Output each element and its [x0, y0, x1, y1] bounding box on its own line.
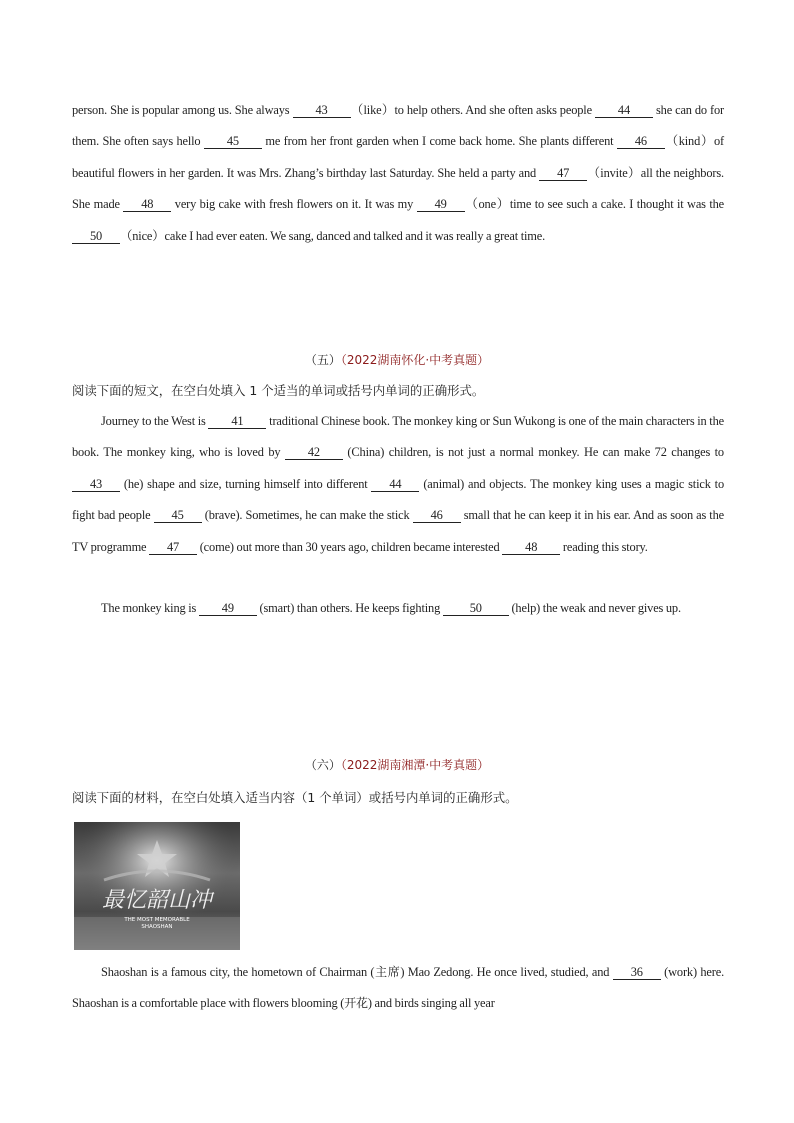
text-run: The monkey king is [101, 601, 199, 615]
section-number: （五） [304, 353, 341, 367]
text-run: small that he can keep it in his ear. And as soon as the TV programme [72, 508, 724, 554]
blank-50[interactable]: 50 [443, 601, 509, 616]
text-run: ) and birds singing all year [367, 996, 495, 1011]
text-run: （kind）of beautiful flowers in her garden. It was Mrs. Zhang’s birthday last Saturday. She held a party and [72, 134, 724, 180]
blank-43[interactable]: 43 [293, 103, 351, 118]
blank-44[interactable]: 44 [371, 477, 419, 492]
blank-45[interactable]: 45 [204, 134, 262, 149]
photo-caption-en-2: SHAOSHAN [141, 924, 173, 930]
shaoshan-photo [74, 822, 240, 950]
text-run: she can do for them. She often says hello [72, 103, 724, 149]
blank-43[interactable]: 43 [72, 477, 120, 492]
section-5-paragraph-1 [72, 406, 724, 563]
photo-art [74, 822, 240, 950]
text-run: me from her front garden when I come back home. She plants different [261, 134, 617, 149]
section-5-instruction: 阅读下面的短文，在空白处填入 1 个适当的单词或括号内单词的正确形式。 [72, 383, 485, 398]
text-run: Journey to the West is [101, 414, 209, 428]
section-number: （六） [304, 758, 341, 772]
blank-50[interactable]: 50 [72, 229, 120, 244]
text-run: (he) shape and size, turning himself into different [120, 476, 372, 491]
blank-36[interactable]: 36 [613, 965, 661, 980]
text-run: Shaoshan is a famous city, the hometown of Chairman ( [101, 965, 375, 979]
text-run: ) Mao Zedong. He once lived, studied, and [400, 965, 613, 979]
text-run: (smart) than others. He keeps fighting [256, 601, 443, 615]
text-run: 主席 [374, 965, 401, 979]
blank-46[interactable]: 46 [413, 508, 461, 523]
text-run: 开花 [344, 996, 368, 1011]
blank-49[interactable]: 49 [199, 601, 257, 616]
blank-48[interactable]: 48 [123, 197, 171, 212]
section-6-instruction: 阅读下面的材料，在空白处填入适当内容（1 个单词）或括号内单词的正确形式。 [72, 790, 518, 805]
section-source: （2022湖南怀化·中考真题） [340, 353, 490, 367]
blank-49[interactable]: 49 [417, 197, 465, 212]
text-run: (work) here. Shaoshan is a comfortable place with flowers blooming ( [72, 965, 725, 1011]
passage-4-text [72, 95, 724, 252]
text-run: reading this story. [560, 539, 648, 554]
blank-41[interactable]: 41 [208, 414, 266, 429]
text-run: (brave). Sometimes, he can make the stick [201, 508, 413, 523]
section-5-heading [0, 350, 794, 370]
text-run: very big cake with fresh flowers on it. It was my [171, 197, 417, 212]
text-run: （invite）all the neighbors. She made [72, 165, 724, 212]
text-run: (animal) and objects. The monkey king uses a magic stick to fight bad people [72, 476, 725, 523]
text-run: (China) children, is not just a normal monkey. He can make 72 changes to [342, 445, 724, 460]
blank-48[interactable]: 48 [502, 540, 560, 555]
blank-45[interactable]: 45 [154, 508, 202, 523]
blank-47[interactable]: 47 [539, 166, 587, 181]
text-run: (help) the weak and never gives up. [508, 601, 681, 615]
blank-44[interactable]: 44 [595, 103, 653, 118]
section-6-paragraph-1 [72, 957, 724, 1020]
blank-47[interactable]: 47 [149, 540, 197, 555]
text-run: traditional Chinese book. The monkey king or Sun Wukong is one of the main characters in the book. The monkey king, who is loved by [72, 414, 724, 460]
text-run: person. She is popular among us. She always [72, 103, 293, 117]
blank-46[interactable]: 46 [617, 134, 665, 149]
text-run: （like）to help others. And she often asks people [350, 103, 595, 117]
section-5-paragraph-2 [72, 593, 724, 624]
blank-42[interactable]: 42 [285, 445, 343, 460]
section-source: （2022湖南湘潭·中考真题） [340, 758, 490, 772]
photo-caption-cn: 最忆韶山冲 [101, 888, 213, 913]
text-run: (come) out more than 30 years ago, children became interested [197, 539, 503, 554]
section-6-heading [0, 755, 794, 775]
photo-caption-en-1: THE MOST MEMORABLE [124, 917, 190, 923]
text-run: （one）time to see such a cake. I thought it was the [464, 197, 725, 212]
text-run: （nice）cake I had ever eaten. We sang, danced and talked and it was really a great time. [120, 228, 546, 243]
